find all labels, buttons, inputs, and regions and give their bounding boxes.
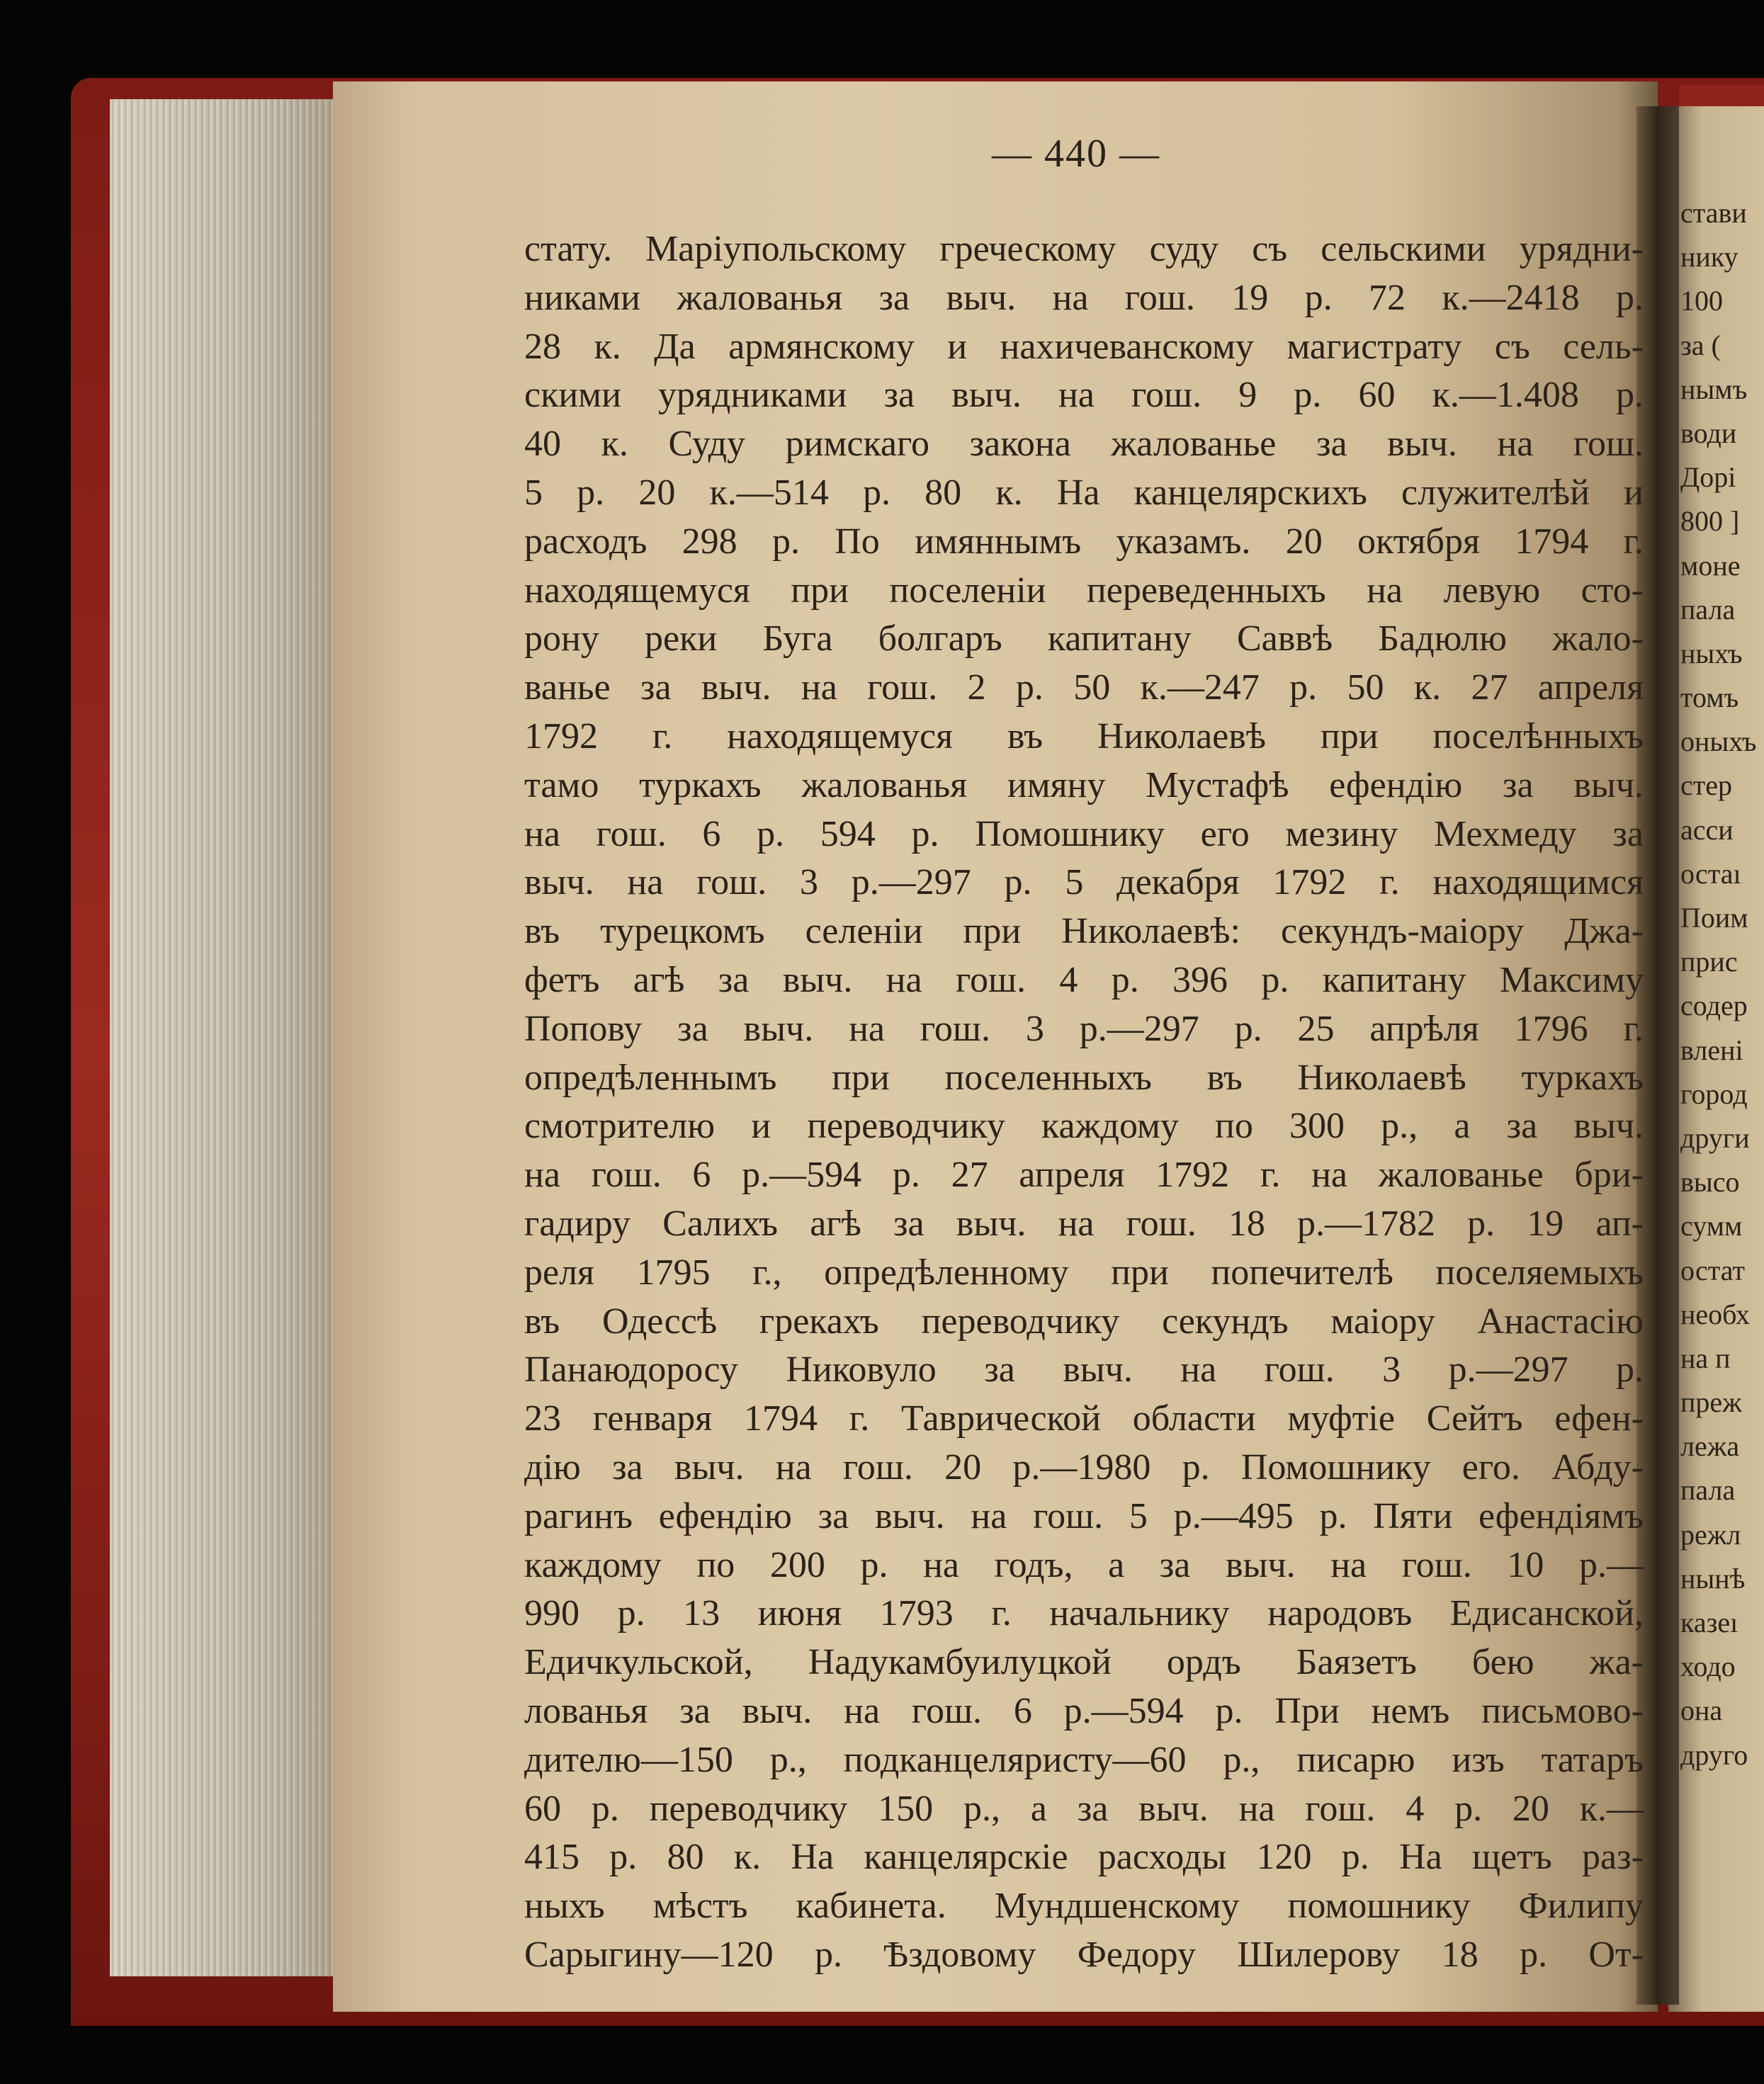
right-page-line-fragment: сумм [1680, 1210, 1743, 1242]
text-line: смотрителю и переводчику каждому по 300 р., а за выч. [524, 1106, 1644, 1147]
text-line: рагинъ ефендію за выч. на гош. 5 р.—495 р. Пяти ефендіямъ [524, 1495, 1644, 1536]
text-line: ванье за выч. на гош. 2 р. 50 к.—247 р. 50 к. 27 апреля [524, 667, 1644, 708]
text-line: расходъ 298 р. По имяннымъ указамъ. 20 октября 1794 г. [524, 521, 1644, 562]
text-line: никами жалованья за выч. на гош. 19 р. 72 к.—2418 р. [524, 277, 1644, 318]
text-line: на гош. 6 р.—594 р. 27 апреля 1792 г. на жалованье бри- [524, 1155, 1644, 1196]
text-line: 415 р. 80 к. На канцелярскіе расходы 120 р. На щетъ раз- [524, 1837, 1644, 1878]
text-line: Едичкульской, Надукамбуилуцкой ордъ Баязетъ бею жа- [524, 1642, 1644, 1683]
right-page-line-fragment: остат [1680, 1254, 1745, 1286]
right-page-line-fragment: асси [1680, 813, 1734, 846]
right-page-line-fragment: на п [1680, 1342, 1731, 1374]
text-line: выч. на гош. 3 р.—297 р. 5 декабря 1792 г. находящимся [524, 862, 1644, 903]
text-line: находящемуся при поселеніи переведенныхъ на левую сто- [524, 570, 1644, 611]
text-line: рону реки Буга болгаръ капитану Саввѣ Бадюлю жало- [524, 618, 1644, 659]
right-page-line-fragment: за ( [1680, 329, 1721, 361]
text-line: 28 к. Да армянскому и нахичеванскому магистрату съ сель- [524, 326, 1644, 367]
right-page-line-fragment: томъ [1680, 681, 1739, 714]
text-line: Попову за выч. на гош. 3 р.—297 р. 25 апрѣля 1796 г. [524, 1008, 1644, 1049]
text-line: въ Одессѣ грекахъ переводчику секундъ маіору Анастасію [524, 1301, 1644, 1342]
text-line: 60 р. переводчику 150 р., а за выч. на гош. 4 р. 20 к.— [524, 1788, 1644, 1829]
right-page-line-fragment: моне [1680, 549, 1741, 582]
right-page-line-fragment: стави [1680, 197, 1747, 229]
right-page-line-fragment: преж [1680, 1386, 1742, 1419]
right-page-line-fragment: стер [1680, 769, 1732, 802]
text-line: Панаюдоросу Никовуло за выч. на гош. 3 р.—297 р. [524, 1349, 1644, 1391]
text-line: 23 генваря 1794 г. Таврической области муфтіе Сейтъ ефен- [524, 1398, 1644, 1439]
right-page-line-fragment: остаı [1680, 857, 1741, 890]
text-line: гадиру Салихъ агѣ за выч. на гош. 18 р.—1782 р. 19 ап- [524, 1203, 1644, 1244]
page-body-text [524, 225, 1644, 1980]
right-page-line-fragment: ходо [1680, 1650, 1736, 1683]
right-page-line-fragment: води [1680, 417, 1737, 449]
text-line: фетъ агѣ за выч. на гош. 4 р. 396 р. капитану Максиму [524, 959, 1644, 1000]
right-page-line-fragment: пала [1680, 593, 1736, 625]
right-page-line-fragment: она [1680, 1694, 1723, 1727]
right-page-line-fragment: нымъ [1680, 373, 1748, 405]
right-page-line-fragment: ныхъ [1680, 637, 1743, 669]
right-page-line-fragment: лежа [1680, 1430, 1740, 1463]
right-page-line-fragment: Поим [1680, 902, 1748, 934]
text-line: ныхъ мѣстъ кабинета. Мундшенскому помошнику Филипу [524, 1886, 1644, 1927]
page-number-header: — 440 — [992, 132, 1160, 176]
text-line: реля 1795 г., опредѣленному при попечителѣ поселяемыхъ [524, 1252, 1644, 1293]
text-line: стату. Маріупольскому греческому суду съ сельскими урядни- [524, 229, 1644, 269]
right-page-line-fragment: 800 ] [1680, 505, 1740, 538]
right-page-line-fragment: содер [1680, 990, 1748, 1022]
right-page-line-fragment: прис [1680, 946, 1738, 978]
text-line: 990 р. 13 июня 1793 г. начальнику народовъ Едисанской, [524, 1593, 1644, 1634]
text-line: дію за выч. на гош. 20 р.—1980 р. Помошнику его. Абду- [524, 1446, 1644, 1488]
right-page-line-fragment: пала [1680, 1474, 1736, 1507]
text-line: Сарыгину—120 р. Ѣздовому Федору Шилерову 18 р. От- [524, 1934, 1644, 1975]
right-page-line-fragment: казеı [1680, 1607, 1738, 1638]
text-line: тамо туркахъ жалованья имяну Мустафѣ ефендію за выч. [524, 764, 1644, 805]
text-line: 40 к. Суду римскаго закона жалованье за выч. на гош. [524, 424, 1644, 465]
right-page-line-fragment: необх [1680, 1298, 1750, 1330]
right-page-line-fragment: город [1680, 1077, 1748, 1110]
text-line: лованья за выч. на гош. 6 р.—594 р. При немъ письмово- [524, 1690, 1644, 1731]
text-line: въ турецкомъ селеніи при Николаевѣ: секундъ-маіору Джа- [524, 911, 1644, 952]
text-line: каждому по 200 р. на годъ, а за выч. на гош. 10 р.— [524, 1544, 1644, 1585]
right-page-line-fragment: друго [1680, 1738, 1748, 1771]
text-line: 5 р. 20 к.—514 р. 80 к. На канцелярскихъ служителѣй и [524, 472, 1644, 513]
text-line: на гош. 6 р. 594 р. Помошнику его мезину Мехмеду за [524, 813, 1644, 854]
right-page-line-fragment: Дорі [1680, 461, 1736, 494]
right-page-line-fragment: режл [1680, 1518, 1741, 1551]
right-page-line-fragment: влені [1680, 1033, 1743, 1066]
right-page-line-fragment: 100 [1680, 285, 1723, 317]
text-line: 1792 г. находящемуся въ Николаевѣ при поселѣнныхъ [524, 715, 1644, 757]
right-page-fragments [1680, 191, 1764, 1777]
right-page-line-fragment: высо [1680, 1166, 1740, 1199]
right-page-line-fragment: оныхъ [1680, 725, 1757, 758]
right-page-line-fragment: нику [1680, 241, 1738, 273]
right-page-line-fragment: нынѣ [1680, 1562, 1746, 1595]
right-page-line-fragment: други [1680, 1121, 1750, 1154]
text-line: дителю—150 р., подканцеляристу—60 р., писарю изъ татаръ [524, 1739, 1644, 1780]
text-line: опредѣленнымъ при поселенныхъ въ Николаевѣ туркахъ [524, 1057, 1644, 1098]
text-line: скими урядниками за выч. на гош. 9 р. 60 к.—1.408 р. [524, 375, 1644, 416]
